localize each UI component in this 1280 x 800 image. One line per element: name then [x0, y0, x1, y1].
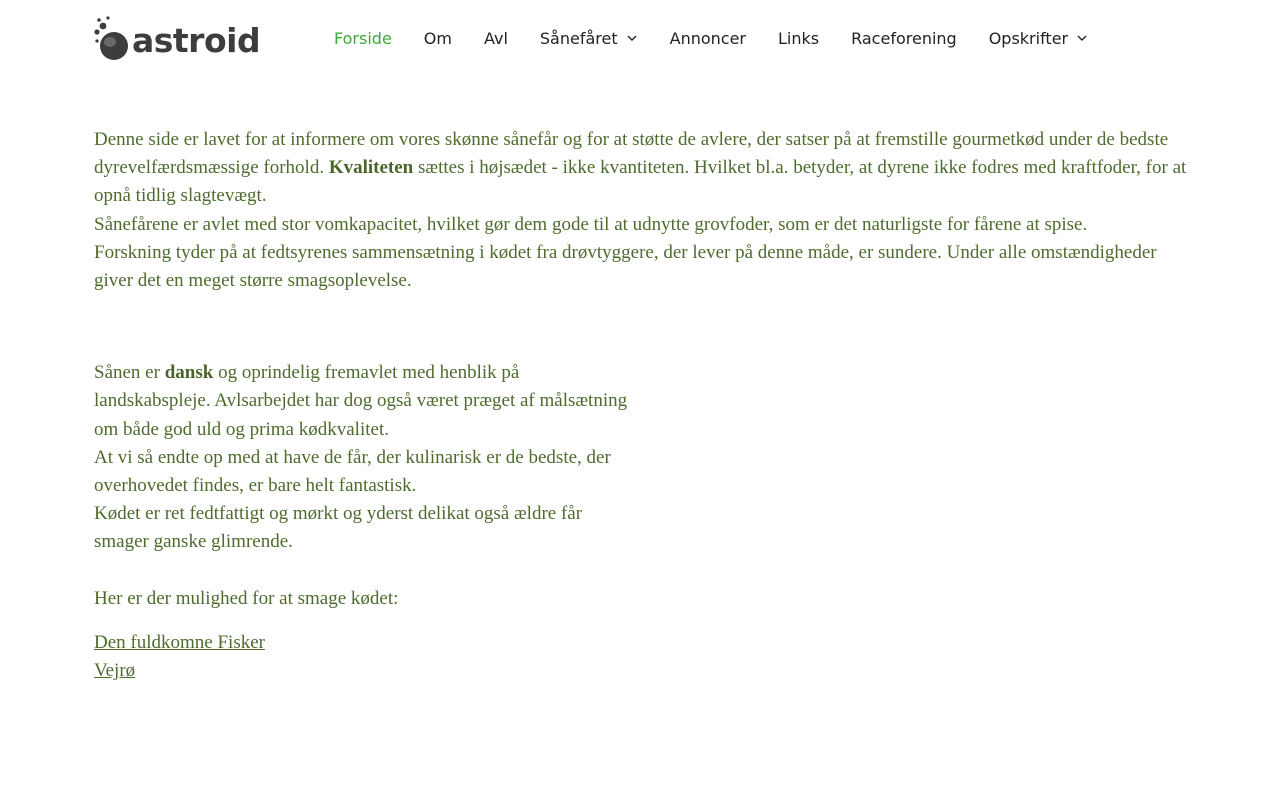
- nav-item-om[interactable]: [408, 29, 468, 48]
- nav-item-label: Raceforening: [851, 28, 957, 48]
- nav-item-label: Forside: [334, 28, 392, 48]
- intro-paragraph-3: Forskning tyder på at fedtsyrenes sammensætning i kødet fra drøvtyggere, der lever på denne måde, er sundere. Under alle omstændigheder giver det en meget større smagsoplevelse.: [94, 241, 1157, 292]
- intro-paragraph-1: Denne side er lavet for at informere om vores skønne sånefår og for at støtte de avlere, der satser på at fremstille gourmetkød under de bedste dyrevelfærdsmæssige forhold. Kvaliteten sættes i højsædet - ikke kvantiteten. Hvilket bl.a. betyder, at dyrene ikke fodres med kraftfoder, for at opnå tidlig slagtevægt.: [94, 129, 1187, 207]
- link-den-fuldkomne-fisker[interactable]: Den fuldkomne Fisker: [94, 631, 265, 653]
- intro-paragraph-2: Sånefårene er avlet med stor vomkapacitet, hvilket gør dem gode til at udnytte grovfoder, som er det naturligste for fårene at spise.: [94, 213, 1088, 235]
- intro-section: [94, 126, 1194, 295]
- main-nav: [318, 18, 1104, 58]
- main-content: [94, 126, 1194, 685]
- taste-label: Her er der mulighed for at smage kødet:: [94, 587, 399, 609]
- site-header: [0, 0, 1280, 76]
- breed-paragraph-1: Sånen er dansk og oprindelig fremavlet med henblik på landskabspleje. Avlsarbejdet har dog også været præget af målsætning om både god uld og prima kødkvalitet.: [94, 362, 628, 440]
- breed-paragraph-2: At vi så endte op med at have de får, der kulinarisk er de bedste, der overhovedet findes, er bare helt fantastisk.: [94, 446, 611, 497]
- nav-item-label: Annoncer: [669, 28, 746, 48]
- asteroid-logo-icon: [94, 14, 130, 62]
- nav-item-opskrifter[interactable]: [973, 29, 1104, 48]
- nav-item-label: Avl: [483, 28, 508, 48]
- link-vejro[interactable]: Vejrø: [94, 660, 136, 682]
- nav-item-label: Sånefåret: [539, 28, 618, 48]
- quality-highlight: Kvaliteten: [328, 157, 414, 179]
- nav-item-raceforening[interactable]: [835, 29, 973, 48]
- chevron-down-icon[interactable]: [626, 32, 638, 44]
- logo-wordmark: astroid: [132, 20, 261, 60]
- chevron-down-icon[interactable]: [1076, 32, 1088, 44]
- nav-item-label: Links: [778, 28, 820, 48]
- breed-paragraph-3: Kødet er ret fedtfattigt og mørkt og yderst delikat også ældre får smager ganske glimrende.: [94, 503, 583, 553]
- breed-section: [94, 359, 634, 556]
- nav-item-avl[interactable]: [468, 29, 524, 48]
- site-logo[interactable]: [94, 14, 260, 62]
- nav-item-forside[interactable]: [318, 29, 408, 48]
- danish-highlight: dansk: [164, 362, 214, 384]
- nav-item-annoncer[interactable]: [654, 29, 762, 48]
- restaurant-links: [94, 629, 1194, 685]
- nav-item-label: Opskrifter: [988, 28, 1069, 48]
- nav-item-label: Om: [423, 28, 452, 48]
- nav-item-sanefaret[interactable]: [524, 29, 654, 48]
- nav-item-links[interactable]: [762, 29, 835, 48]
